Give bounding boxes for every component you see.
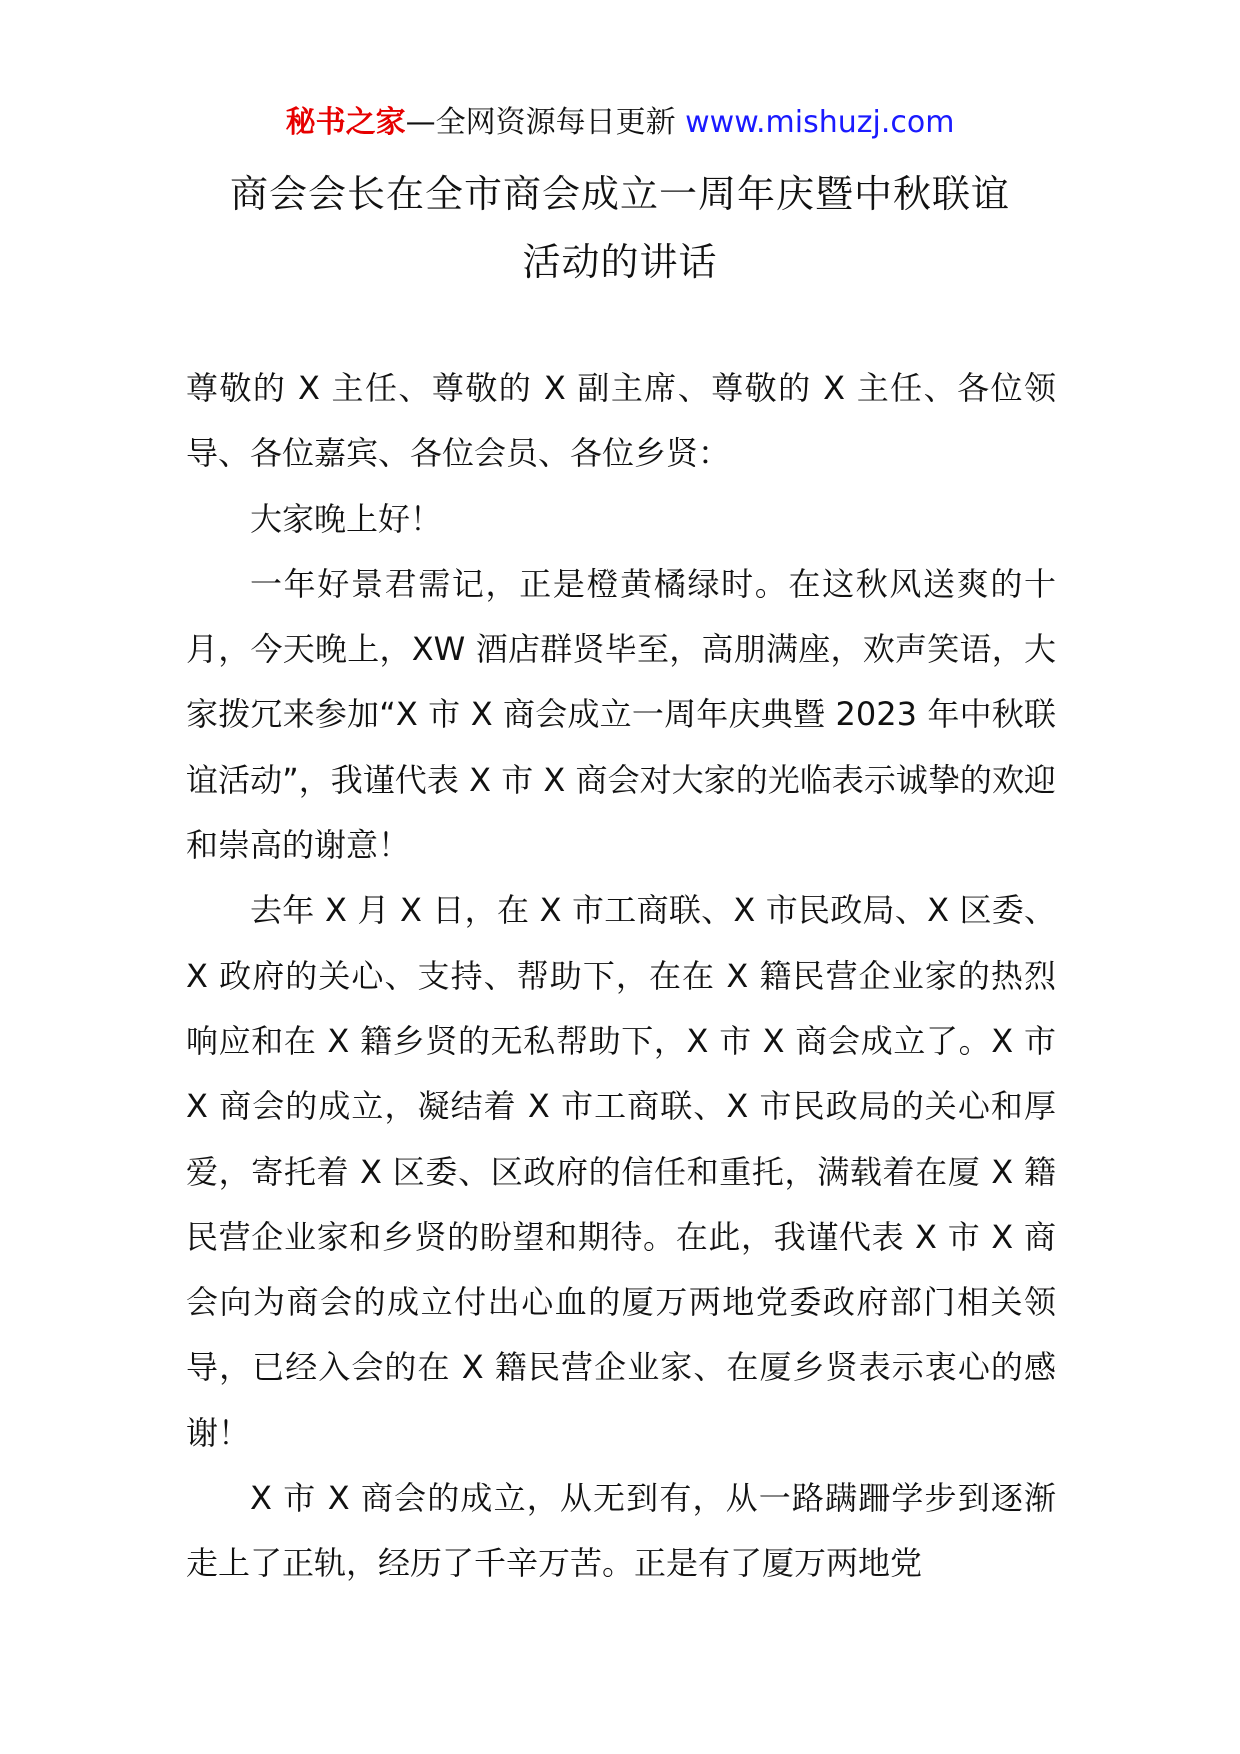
- greeting-paragraph: 大家晚上好！: [250, 499, 443, 538]
- body-paragraph-3: X 市 X 商会的成立，从无到有，从一路蹒跚学步到逐渐走上了正轨，经历了千辛万苦。正是有了厦万两地党: [186, 1479, 1056, 1583]
- body-paragraph-2: 去年 X 月 X 日，在 X 市工商联、X 市民政局、X 区委、X 政府的关心、支持、帮助下，在在 X 籍民营企业家的热烈响应和在 X 籍乡贤的无私帮助下，X 市 X 商会成立了。X 市 X 商会的成立，凝结着 X 市工商联、X 市民政局的关心和厚爱，寄托着 X 区委、区政府的信任和重托，满载着在厦 X 籍民营企业家和乡贤的盼望和期待。在此，我谨代表 X 市 X 商会向为商会的成立付出心血的厦万两地党委政府部门相关领导，已经入会的在 X 籍民营企业家、在厦乡贤表示衷心的感谢！: [186, 891, 1056, 1452]
- body-paragraph-1: 一年好景君需记，正是橙黄橘绿时。在这秋风送爽的十月，今天晚上，XW 酒店群贤毕至，高朋满座，欢声笑语，大家拨冗来参加“X 市 X 商会成立一周年庆典暨 2023 年中秋联谊活动”，我谨代表 X 市 X 商会对大家的光临表示诚挚的欢迎和崇高的谢意！: [186, 564, 1056, 865]
- title-line-1: 商会会长在全市商会成立一周年庆暨中秋联谊: [229, 172, 1010, 216]
- site-header: [0, 100, 1240, 146]
- salutation-paragraph: 尊敬的 X 主任、尊敬的 X 副主席、尊敬的 X 主任、各位领导、各位嘉宾、各位会员、各位乡贤：: [186, 369, 1056, 473]
- title-line-2: 活动的讲话: [522, 240, 718, 284]
- site-tagline: —全网资源每日更新: [405, 105, 676, 140]
- document-title: [140, 160, 1100, 296]
- site-brand: 秘书之家: [285, 105, 406, 140]
- document-body: [186, 356, 1056, 1597]
- site-url-link[interactable]: www.mishuzj.com: [685, 105, 955, 140]
